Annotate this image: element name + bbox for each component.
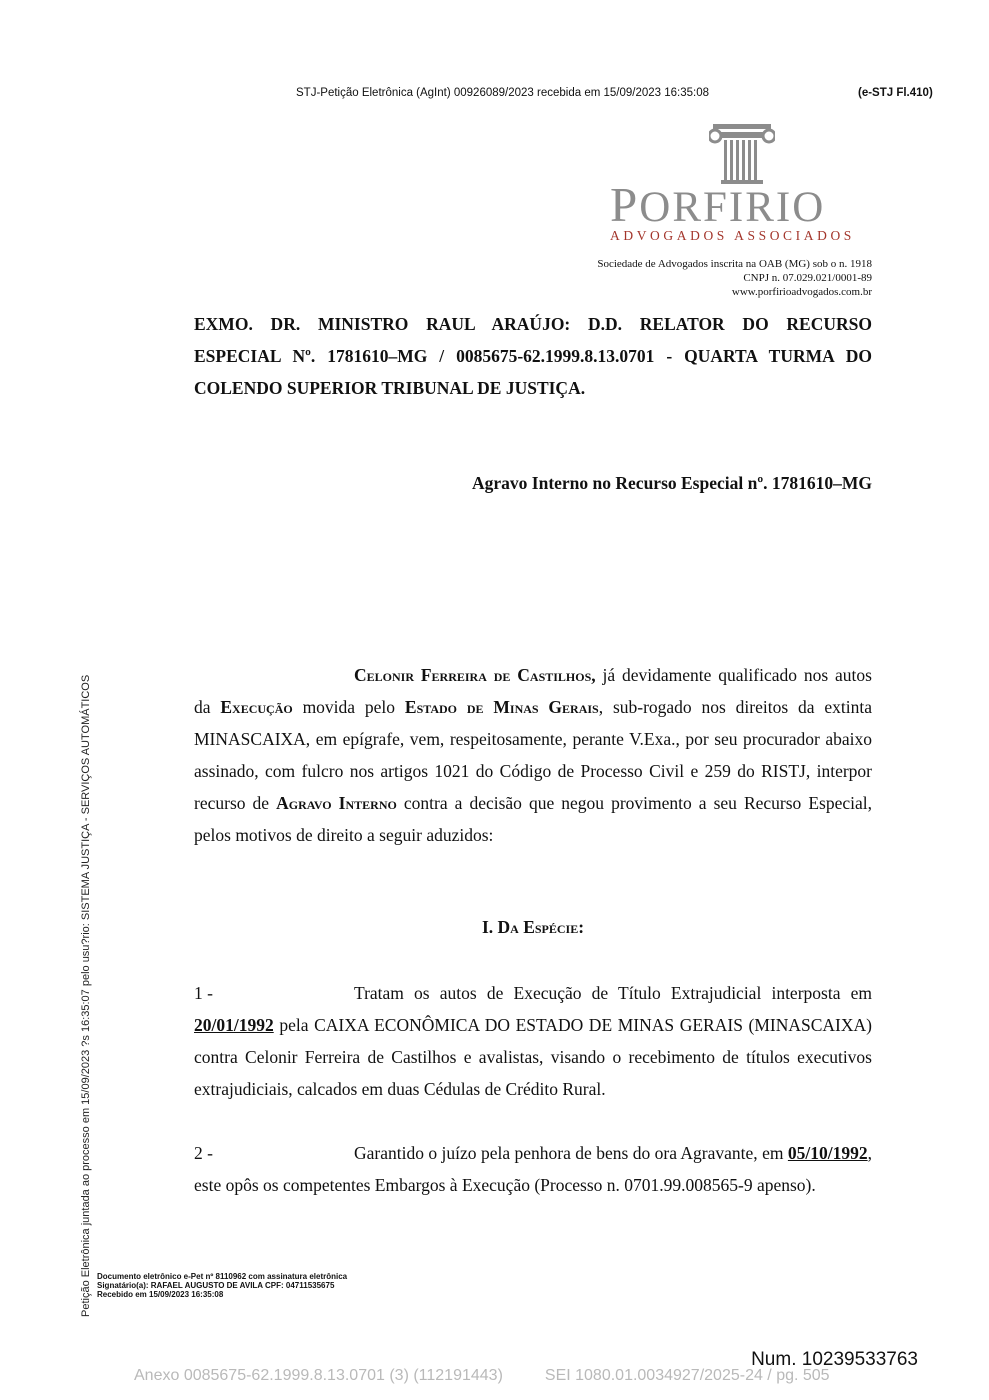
addressee-line-3: COLENDO SUPERIOR TRIBUNAL DE JUSTIÇA. xyxy=(194,378,586,398)
intro-paragraph xyxy=(194,659,872,851)
firm-info xyxy=(597,257,872,299)
addressee-heading xyxy=(194,308,872,404)
firm-website: www.porfirioadvogados.com.br xyxy=(731,286,872,298)
annex-reference: Anexo 0085675-62.1999.8.13.0701 (3) (112191443) xyxy=(134,1367,503,1384)
case-reference: Agravo Interno no Recurso Especial nº. 1781610–MG xyxy=(472,473,872,493)
sei-page-reference: SEI 1080.01.0034927/2025-24 / pg. 505 xyxy=(544,1367,830,1384)
paragraph-number: 2 - xyxy=(194,1143,213,1163)
paragraph-number: 1 - xyxy=(194,983,213,1003)
column-logo-icon xyxy=(709,124,775,184)
seizure-date: 05/10/1992 xyxy=(787,1143,868,1163)
signature-received-line: Recebido em 15/09/2023 16:35:08 xyxy=(97,1290,224,1299)
numbered-paragraph-1 xyxy=(194,977,872,1105)
intro-text-4: contra a decisão que negou provimento a seu Recurso Especial, pelos motivos de direito a seguir aduzidos: xyxy=(194,793,872,845)
intro-text-3: , sub-rogado nos direitos da extinta MINASCAIXA, em epígrafe, vem, respeitosamente, perante V.Exa., por seu procurador abaixo assinado, com fulcro nos artigos 1021 do Código de Processo Civil e 259 do RISTJ, interpor recurso de xyxy=(194,697,872,813)
paragraph-text: Tratam os autos de Execução de Título Extrajudicial interposta em xyxy=(354,983,872,1003)
paragraph-text: Garantido o juízo pela penhora de bens do ora Agravante, em xyxy=(354,1143,788,1163)
firm-registration: Sociedade de Advogados inscrita na OAB (MG) sob o n. 1918 xyxy=(597,258,872,270)
numbered-paragraph-2 xyxy=(194,1137,872,1201)
paragraph-text: pela CAIXA ECONÔMICA DO ESTADO DE MINAS GERAIS (MINASCAIXA) contra Celonir Ferreira de Castilhos e avalistas, visando o recebimento de títulos executivos extrajudiciais, calcados em duas Cédulas de Crédito Rural. xyxy=(194,1015,872,1099)
state-party: Estado de Minas Gerais xyxy=(404,697,599,717)
intro-text-1: já devidamente qualificado nos autos da xyxy=(194,665,872,717)
signature-stamp xyxy=(97,1272,347,1299)
firm-logo-subtitle: ADVOGADOS ASSOCIADOS xyxy=(610,228,855,243)
addressee-line-1: EXMO. DR. MINISTRO RAUL ARAÚJO: D.D. RELATOR DO RECURSO xyxy=(194,314,872,334)
appeal-type: Agravo Interno xyxy=(276,793,397,813)
section-title: Da Espécie: xyxy=(497,917,585,937)
execucao-term: Execução xyxy=(220,697,293,717)
addressee-line-2: ESPECIAL Nº. 1781610–MG / 0085675-62.1999.8.13.0701 - QUARTA TURMA DO xyxy=(194,346,872,366)
firm-cnpj: CNPJ n. 07.029.021/0001-89 xyxy=(743,272,872,284)
party-name: Celonir Ferreira de Castilhos, xyxy=(354,665,596,685)
side-filing-stamp: Petição Eletrônica juntada ao processo em 15/09/2023 ?s 16:35:07 pelo usu?rio: SISTEMA JUSTIÇA - SERVIÇOS AUTOMÁTICOS xyxy=(80,674,92,1317)
paragraph-text: , este opôs os competentes Embargos à Execução (Processo n. 0701.99.008565-9 apenso). xyxy=(194,1143,872,1195)
signature-signer-line: Signatário(a): RAFAEL AUGUSTO DE AVILA CPF: 04711535675 xyxy=(97,1281,335,1290)
firm-logo-initial: P xyxy=(610,177,640,232)
petition-stamp: STJ-Petição Eletrônica (AgInt) 00926089/2023 recebida em 15/09/2023 16:35:08 xyxy=(296,87,710,99)
annex-footer xyxy=(134,1367,830,1385)
firm-logo-name xyxy=(610,177,826,232)
filing-date: 20/01/1992 xyxy=(194,1015,274,1035)
document-number: Num. 10239533763 xyxy=(751,1349,918,1370)
folio-number: (e-STJ Fl.410) xyxy=(858,87,933,99)
section-number: I. xyxy=(481,917,498,937)
intro-text-2: movida pelo xyxy=(292,697,405,717)
firm-logo-rest: ORFIRIO xyxy=(639,184,826,231)
signature-doc-line: Documento eletrônico e-Pet nº 8110962 com assinatura eletrônica xyxy=(97,1272,348,1281)
section-heading xyxy=(194,917,872,938)
